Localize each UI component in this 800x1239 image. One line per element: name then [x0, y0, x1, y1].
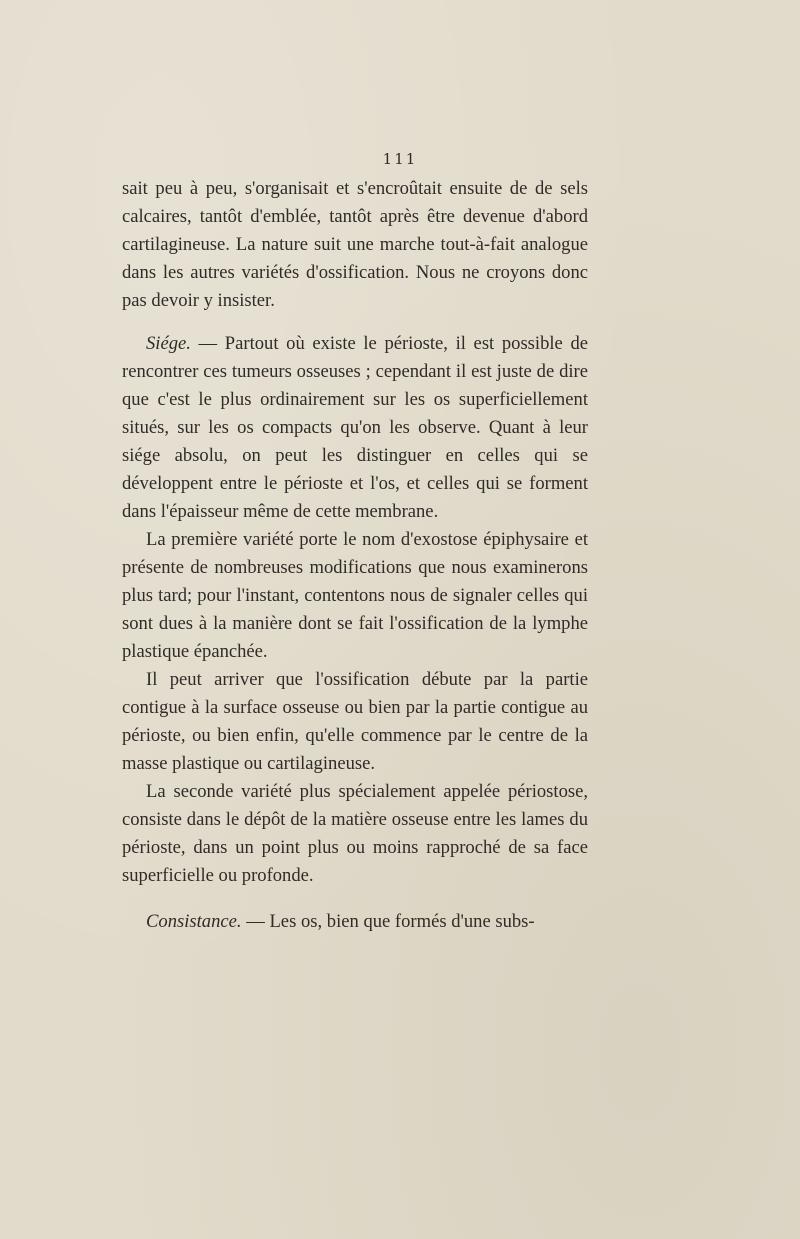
section-heading-consistance: Consistance. [146, 911, 242, 932]
paragraph-4-text: Il peut arriver que l'ossification débute par la partie contigue à la surface osseuse ou bien par la partie contigue au périoste, ou bien enfin, qu'elle commence par le centre de la masse plastique ou cartilagineuse. [122, 669, 588, 774]
paragraph-siege [122, 330, 588, 526]
section-heading-siege: Siége. [146, 333, 191, 354]
paragraph-5 [122, 778, 588, 890]
page-number: 111 [382, 150, 418, 168]
body-text [122, 175, 588, 936]
paragraph-5-text: La seconde variété plus spécialement appelée périostose, consiste dans le dépôt de la matière osseuse entre les lames du périoste, dans un point plus ou moins rapproché de sa face superficielle ou profonde. [122, 781, 588, 886]
paragraph-3 [122, 526, 588, 666]
paragraph-1-text: sait peu à peu, s'organisait et s'encroûtait ensuite de de sels calcaires, tantôt d'emblée, tantôt après être devenue d'abord cartilagineuse. La nature suit une marche tout-à-fait analogue dans les autres variétés d'ossification. Nous ne croyons donc pas devoir y insister. [122, 178, 588, 311]
paragraph-siege-text: — Partout où existe le périoste, il est possible de rencontrer ces tumeurs osseuses ; cependant il est juste de dire que c'est le plus ordinairement sur les os superficiellement situés, sur les os compacts qu'on les observe. Quant à leur siége absolu, on peut les distinguer en celles qui se développent entre le périoste et l'os, et celles qui se forment dans l'épaisseur même de cette membrane. [122, 333, 588, 522]
paragraph-consistance [122, 908, 588, 936]
paragraph-4 [122, 666, 588, 778]
paragraph-consistance-text: — Les os, bien que formés d'une subs- [241, 911, 535, 932]
paragraph-3-text: La première variété porte le nom d'exostose épiphysaire et présente de nombreuses modifications que nous examinerons plus tard; pour l'instant, contentons nous de signaler celles qui sont dues à la manière dont se fait l'ossification de la lymphe plastique épanchée. [122, 529, 588, 662]
paragraph-1 [122, 175, 588, 315]
